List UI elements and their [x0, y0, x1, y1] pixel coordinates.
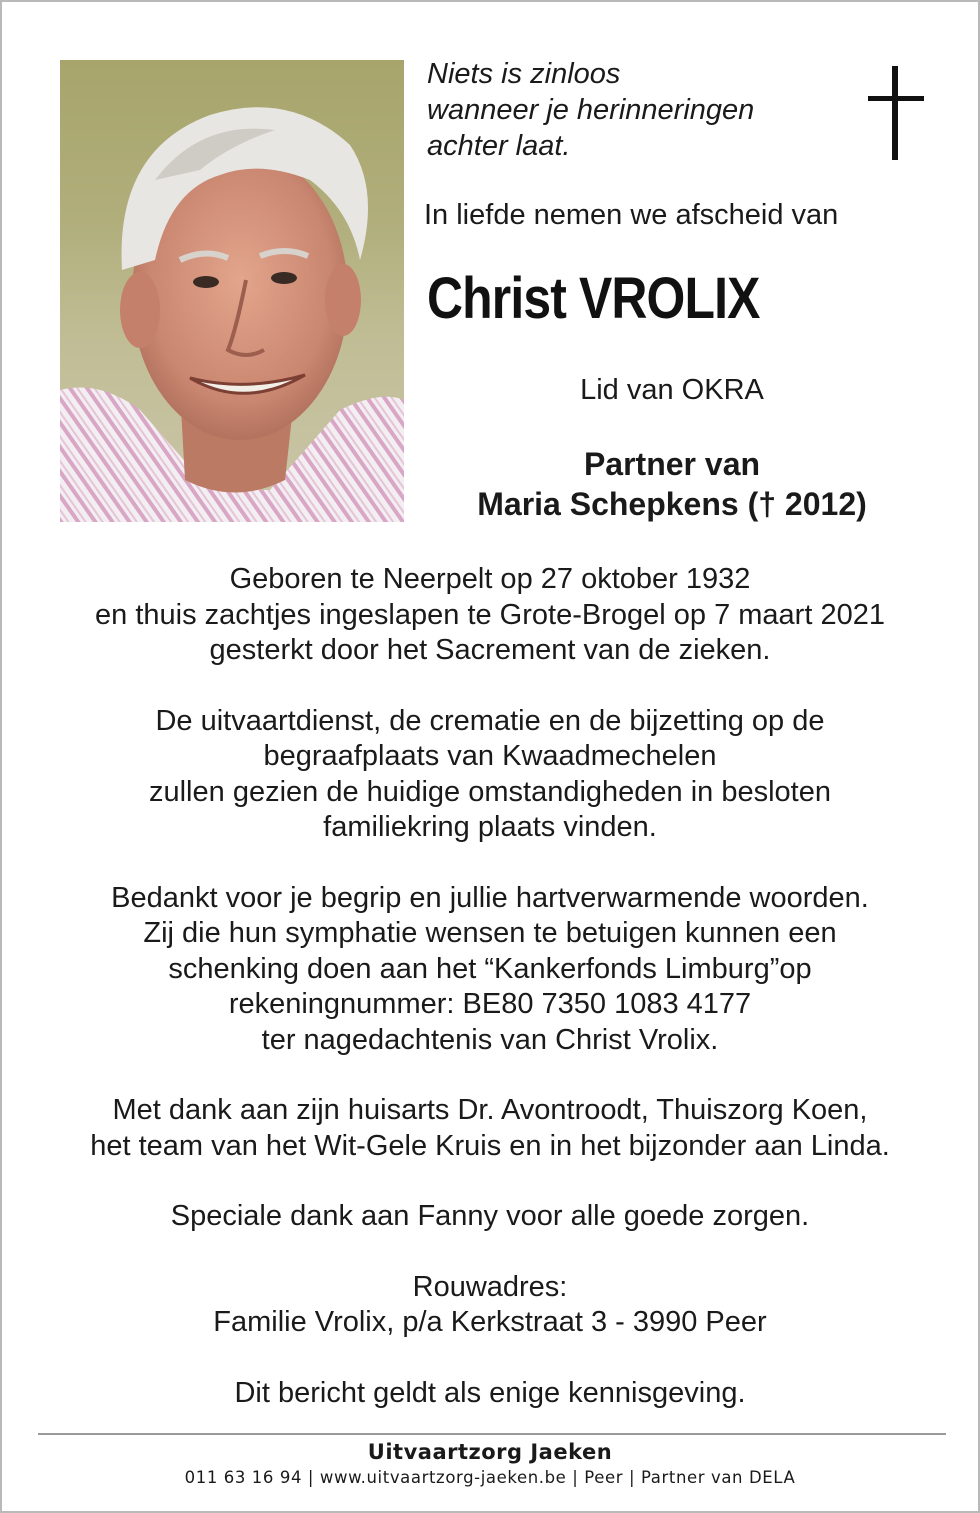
text-line: De uitvaartdienst, de crematie en de bijzetting op de	[155, 704, 825, 737]
cross-icon	[868, 66, 924, 160]
footer	[2, 1438, 978, 1490]
address-line: Familie Vrolix, p/a Kerkstraat 3 - 3990 Peer	[213, 1306, 767, 1338]
footer-divider	[38, 1433, 946, 1435]
text-line: Met dank aan zijn huisarts Dr. Avontroodt, Thuiszorg Koen,	[112, 1094, 868, 1126]
text-line: rekeningnummer: BE80 7350 1083 4177	[228, 988, 752, 1020]
address-label: Rouwadres:	[412, 1270, 568, 1303]
text-line: schenking doen aan het “Kankerfonds Limburg”op	[168, 952, 812, 985]
thanks-paragraph	[2, 881, 978, 1059]
intro-text: In liefde nemen we afscheid van	[424, 199, 839, 231]
text-line: ter nagedachtenis van Christ Vrolix.	[261, 1023, 719, 1056]
text-line: Dit bericht geldt als enige kennisgeving.	[234, 1376, 746, 1409]
special-thanks-paragraph	[2, 1199, 978, 1235]
care-paragraph	[2, 1093, 978, 1164]
deceased-name: Christ VROLIX	[427, 266, 760, 331]
quote-line: achter laat.	[427, 130, 571, 162]
text-line: begraafplaats van Kwaadmechelen	[263, 740, 717, 772]
text-line: Geboren te Neerpelt op 27 oktober 1932	[229, 563, 751, 595]
birth-paragraph	[2, 562, 978, 669]
portrait-illustration	[60, 60, 404, 522]
text-line: Bedankt voor je begrip en jullie hartverwarmende woorden.	[111, 881, 869, 914]
text-line: familiekring plaats vinden.	[323, 811, 657, 843]
text-line: het team van het Wit-Gele Kruis en in het bijzonder aan Linda.	[90, 1129, 890, 1162]
quote-line: wanneer je herinneringen	[427, 94, 755, 126]
text-line: Zij die hun symphatie wensen te betuigen kunnen een	[143, 917, 837, 949]
portrait-photo	[60, 60, 404, 522]
partner-name: Maria Schepkens († 2012)	[477, 486, 867, 522]
text-line: en thuis zachtjes ingeslapen te Grote-Brogel op 7 maart 2021	[95, 598, 885, 631]
address-paragraph	[2, 1270, 978, 1341]
funeral-paragraph	[2, 704, 978, 846]
notice-paragraph	[2, 1376, 978, 1412]
partner-line: Partner van	[583, 446, 761, 482]
memorial-quote	[427, 56, 847, 164]
quote-line: Niets is zinloos	[427, 58, 621, 90]
text-line: Speciale dank aan Fanny voor alle goede zorgen.	[170, 1200, 810, 1232]
text-line: gesterkt door het Sacrement van de zieken.	[209, 634, 771, 666]
funeral-home-name: Uitvaartzorg Jaeken	[367, 1440, 613, 1464]
text-line: zullen gezien de huidige omstandigheden in besloten	[148, 775, 831, 808]
funeral-home-contact: 011 63 16 94 | www.uitvaartzorg-jaeken.be | Peer | Partner van DELA	[184, 1468, 796, 1487]
membership-text: Lid van OKRA	[580, 374, 764, 406]
partner-text	[432, 444, 912, 524]
obituary-body	[2, 562, 978, 1446]
